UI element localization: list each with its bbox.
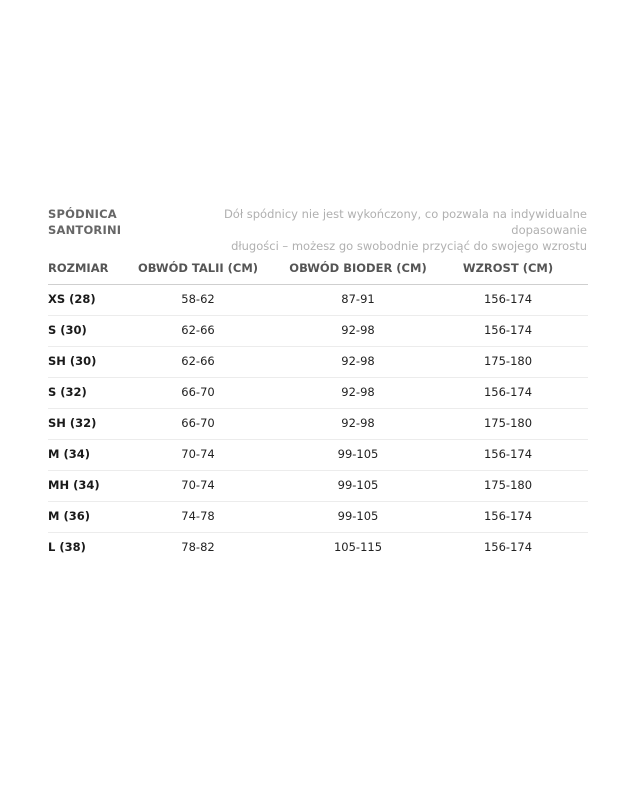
table-row bbox=[48, 285, 588, 316]
cell-size: XS (28) bbox=[48, 292, 96, 306]
cell-hips: 99-105 bbox=[337, 509, 379, 523]
product-note-line-2: długości – możesz go swobodnie przyciąć do swojego wzrostu bbox=[231, 239, 587, 253]
cell-height: 175-180 bbox=[483, 354, 533, 368]
cell-height: 156-174 bbox=[483, 540, 533, 554]
product-note-line-1: Dół spódnicy nie jest wykończony, co pozwala na indywidualne dopasowanie bbox=[223, 207, 587, 237]
cell-size: M (36) bbox=[48, 509, 90, 523]
table-row bbox=[48, 533, 588, 564]
cell-waist: 78-82 bbox=[181, 540, 215, 554]
cell-height: 156-174 bbox=[483, 447, 533, 461]
cell-waist: 70-74 bbox=[181, 478, 215, 492]
cell-hips: 92-98 bbox=[341, 416, 375, 430]
cell-height: 175-180 bbox=[483, 478, 533, 492]
size-table-body bbox=[48, 285, 588, 564]
cell-height: 156-174 bbox=[483, 385, 533, 399]
cell-waist: 74-78 bbox=[181, 509, 215, 523]
table-row bbox=[48, 409, 588, 440]
cell-size: S (32) bbox=[48, 385, 87, 399]
cell-hips: 105-115 bbox=[333, 540, 383, 554]
cell-waist: 70-74 bbox=[181, 447, 215, 461]
table-row bbox=[48, 347, 588, 378]
product-title-line-2: SANTORINI bbox=[48, 223, 122, 237]
cell-size: SH (30) bbox=[48, 354, 97, 368]
table-row bbox=[48, 440, 588, 471]
cell-hips: 99-105 bbox=[337, 447, 379, 461]
cell-waist: 66-70 bbox=[181, 385, 215, 399]
header-height: WZROST (CM) bbox=[462, 261, 554, 275]
size-table-header bbox=[48, 261, 588, 277]
header-hips: OBWÓD BIODER (CM) bbox=[289, 261, 427, 275]
cell-height: 156-174 bbox=[483, 509, 533, 523]
cell-hips: 99-105 bbox=[337, 478, 379, 492]
cell-height: 156-174 bbox=[483, 323, 533, 337]
cell-waist: 62-66 bbox=[181, 354, 215, 368]
header-waist: OBWÓD TALII (CM) bbox=[137, 261, 259, 275]
cell-size: L (38) bbox=[48, 540, 86, 554]
product-title bbox=[48, 206, 121, 238]
cell-size: M (34) bbox=[48, 447, 90, 461]
header-size: ROZMIAR bbox=[48, 261, 109, 275]
cell-waist: 62-66 bbox=[181, 323, 215, 337]
table-row bbox=[48, 378, 588, 409]
cell-size: MH (34) bbox=[48, 478, 100, 492]
cell-waist: 58-62 bbox=[181, 292, 215, 306]
table-row bbox=[48, 502, 588, 533]
table-row bbox=[48, 471, 588, 502]
cell-size: SH (32) bbox=[48, 416, 97, 430]
cell-hips: 92-98 bbox=[341, 385, 375, 399]
cell-hips: 92-98 bbox=[341, 354, 375, 368]
cell-height: 156-174 bbox=[483, 292, 533, 306]
cell-size: S (30) bbox=[48, 323, 87, 337]
cell-hips: 87-91 bbox=[341, 292, 375, 306]
product-note bbox=[147, 206, 587, 254]
cell-height: 175-180 bbox=[483, 416, 533, 430]
product-title-line-1: SPÓDNICA bbox=[48, 207, 117, 221]
cell-hips: 92-98 bbox=[341, 323, 375, 337]
cell-waist: 66-70 bbox=[181, 416, 215, 430]
table-row bbox=[48, 316, 588, 347]
